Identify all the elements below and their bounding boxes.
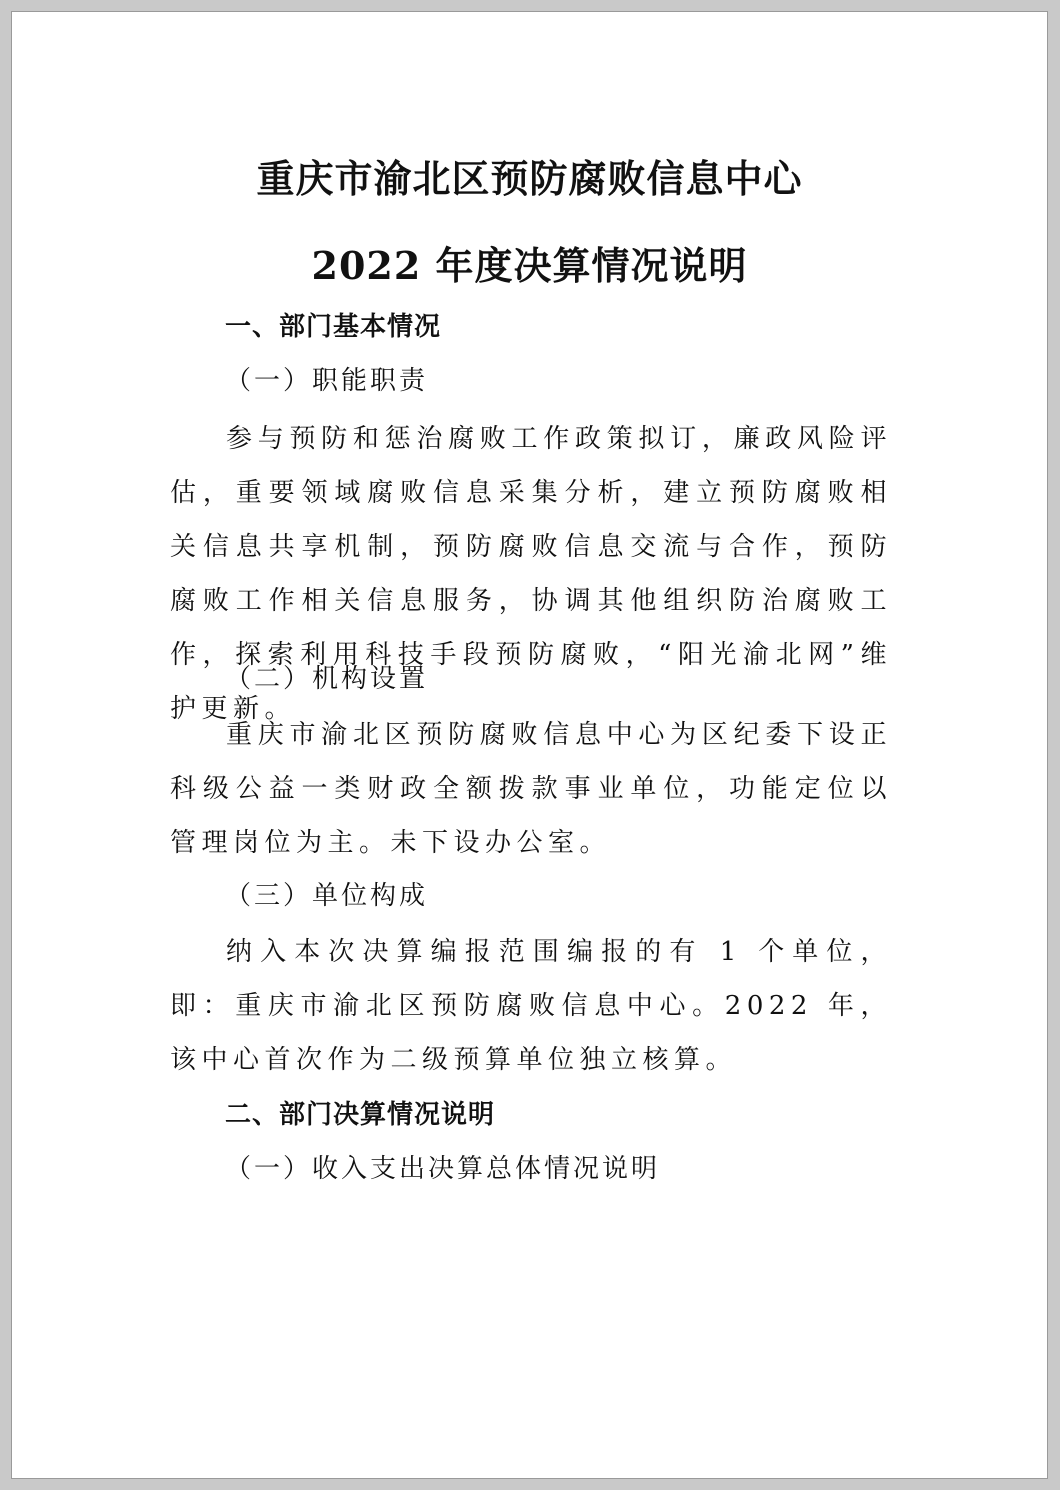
section1-heading: 一、部门基本情况 (225, 312, 442, 342)
section1-sub1-paragraph: 参与预防和惩治腐败工作政策拟订，廉政风险评估，重要领域腐败信息采集分析，建立预防腐败相关信息共享机制，预防腐败信息交流与合作，预防腐败工作相关信息服务，协调其他组织防治腐败工作，探索利用科技手段预防腐败，“阳光渝北网”维护更新。 (170, 424, 892, 724)
section2-sub1-heading: （一）收入支出决算总体情况说明 (225, 1154, 661, 1184)
section1-sub3-paragraph: 纳入本次决算编报范围编报的有 1 个单位，即：重庆市渝北区预防腐败信息中心。2022 年，该中心首次作为二级预算单位独立核算。 (170, 937, 892, 1075)
document-page (11, 11, 1048, 1479)
document-title-line2: 2022 年度决算情况说明 (311, 243, 748, 288)
section1-sub3-heading: （三）单位构成 (225, 881, 429, 911)
section1-sub2-paragraph: 重庆市渝北区预防腐败信息中心为区纪委下设正科级公益一类财政全额拨款事业单位，功能定位以管理岗位为主。未下设办公室。 (170, 720, 892, 858)
section1-sub2-heading: （二）机构设置 (225, 664, 429, 694)
document-title-line1: 重庆市渝北区预防腐败信息中心 (256, 156, 803, 201)
section2-heading: 二、部门决算情况说明 (225, 1100, 496, 1130)
section1-sub1-heading: （一）职能职责 (225, 366, 429, 396)
